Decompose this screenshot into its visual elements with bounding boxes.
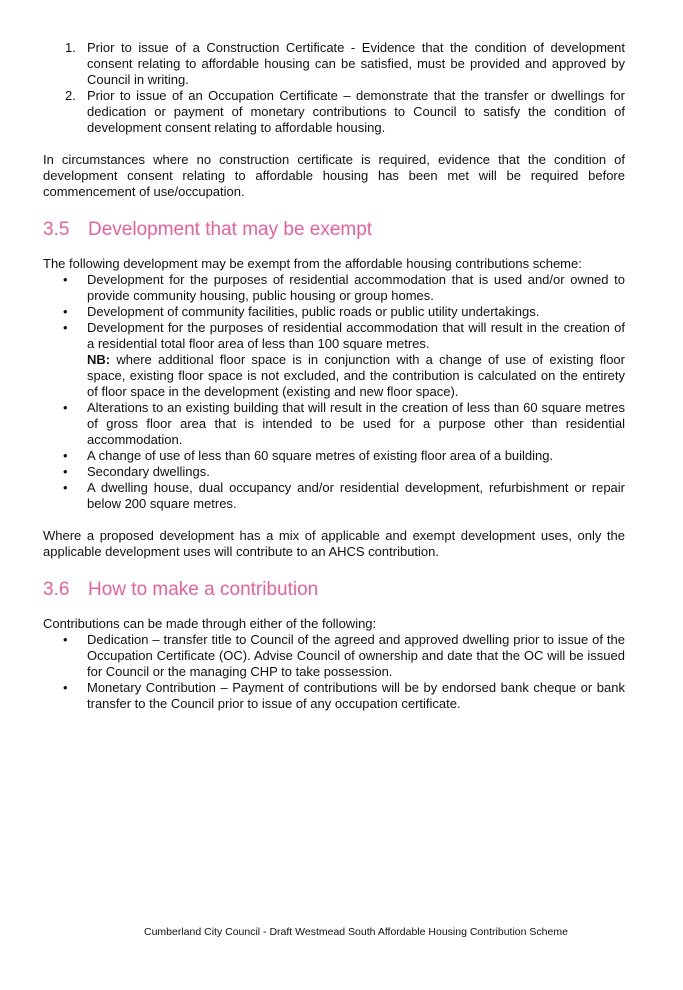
- list-item: [43, 304, 625, 320]
- list-item: [43, 272, 625, 304]
- exempt-development-list: [43, 272, 625, 512]
- bullet-icon: •: [63, 304, 68, 319]
- list-item-text: Alterations to an existing building that will result in the creation of less than 60 square metres of gross floor area that is intended to be used for a purpose other than residential accommodation.: [87, 400, 625, 447]
- list-item: [43, 88, 625, 136]
- nb-label: NB:: [87, 352, 111, 367]
- list-item: [43, 632, 625, 680]
- section-title: Development that may be exempt: [88, 219, 373, 240]
- list-item: [43, 320, 625, 400]
- bullet-icon: •: [63, 464, 68, 479]
- section-title: How to make a contribution: [88, 579, 319, 600]
- list-item: [43, 464, 625, 480]
- list-item-text: Prior to issue of a Construction Certificate - Evidence that the condition of development consent relating to affordable housing can be satisfied, must be provided and approved by Council in writing.: [87, 40, 625, 87]
- list-item-text: Development for the purposes of residential accommodation that is used and/or owned to provide community housing, public housing or group homes.: [87, 272, 625, 303]
- nb-text: where additional floor space is in conjunction with a change of use of existing floor space, existing floor space is not excluded, and the contribution is calculated on the entirety of floor space in the development (existing and new floor space).: [87, 352, 625, 399]
- page-footer: Cumberland City Council - Draft Westmead South Affordable Housing Contribution Scheme: [144, 926, 568, 938]
- list-item: [43, 448, 625, 464]
- list-item-text: Prior to issue of an Occupation Certificate – demonstrate that the transfer or dwellings for dedication or payment of monetary contributions to Council to satisfy the condition of development consent relating to affordable housing.: [87, 88, 625, 135]
- document-page: [43, 40, 625, 712]
- list-number: 2.: [65, 88, 76, 103]
- bullet-icon: •: [63, 272, 68, 287]
- contribution-methods-list: [43, 632, 625, 712]
- bullet-icon: •: [63, 448, 68, 463]
- bullet-icon: •: [63, 480, 68, 495]
- list-item: [43, 480, 625, 512]
- bullet-icon: •: [63, 400, 68, 415]
- section-intro: The following development may be exempt from the affordable housing contributions scheme:: [43, 256, 582, 271]
- list-item-text: Secondary dwellings.: [87, 464, 210, 479]
- section-heading-3-5: [43, 218, 625, 242]
- list-item: [43, 680, 625, 712]
- bullet-icon: •: [63, 632, 68, 647]
- bullet-icon: •: [63, 680, 68, 695]
- section-heading-3-6: [43, 578, 625, 602]
- list-item-text: A dwelling house, dual occupancy and/or residential development, refurbishment or repair below 200 square metres.: [87, 480, 625, 511]
- list-item-text: Dedication – transfer title to Council of the agreed and approved dwelling prior to issue of the Occupation Certificate (OC). Advise Council of ownership and date that the OC will be issued for Council or the managing CHP to take possession.: [87, 632, 625, 679]
- section-number: 3.5: [43, 219, 70, 240]
- list-number: 1.: [65, 40, 76, 55]
- mixed-use-paragraph: Where a proposed development has a mix of applicable and exempt development uses, only the applicable development uses will contribute to an AHCS contribution.: [43, 528, 625, 559]
- list-item: [43, 400, 625, 448]
- no-construction-certificate-paragraph: In circumstances where no construction certificate is required, evidence that the condition of development consent relating to affordable housing has been met will be required before commencement of use/occupation.: [43, 152, 625, 199]
- bullet-icon: •: [63, 320, 68, 335]
- list-item-text: Monetary Contribution – Payment of contributions will be by endorsed bank cheque or bank transfer to the Council prior to issue of any occupation certificate.: [87, 680, 625, 711]
- certificate-steps-list: [43, 40, 625, 136]
- list-item: [43, 40, 625, 88]
- nb-note: [87, 352, 625, 400]
- list-item-text: Development of community facilities, public roads or public utility undertakings.: [87, 304, 540, 319]
- list-item-text: Development for the purposes of residential accommodation that will result in the creation of a residential total floor area of less than 100 square metres.: [87, 320, 625, 351]
- section-intro: Contributions can be made through either of the following:: [43, 616, 377, 631]
- section-number: 3.6: [43, 579, 70, 600]
- list-item-text: A change of use of less than 60 square metres of existing floor area of a building.: [87, 448, 554, 463]
